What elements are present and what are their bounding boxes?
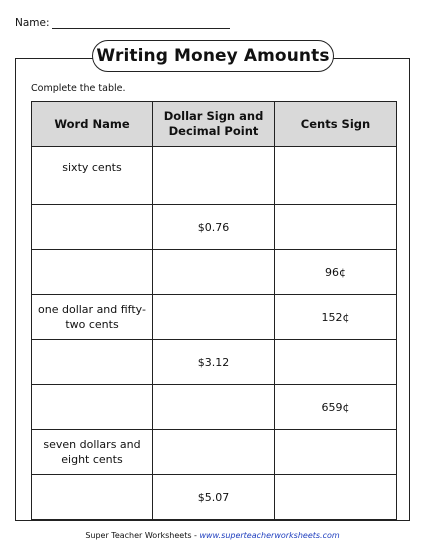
- cents-cell: 96¢: [275, 250, 397, 295]
- table-header-row: [32, 102, 397, 147]
- table-row: [32, 147, 397, 205]
- dollar-cell[interactable]: [153, 147, 275, 205]
- word-name-cell[interactable]: [32, 205, 153, 250]
- dollar-cell[interactable]: [153, 250, 275, 295]
- dollar-cell[interactable]: [153, 430, 275, 475]
- cents-cell[interactable]: [275, 475, 397, 520]
- table-row: [32, 295, 397, 340]
- word-name-cell: one dollar and fifty-two cents: [32, 295, 153, 340]
- cents-cell[interactable]: [275, 340, 397, 385]
- dollar-cell: $0.76: [153, 205, 275, 250]
- cents-cell[interactable]: [275, 147, 397, 205]
- header-dollar-sign: Dollar Sign and Decimal Point: [153, 102, 275, 147]
- worksheet-title: Writing Money Amounts: [92, 40, 334, 72]
- money-table: [31, 101, 397, 520]
- word-name-cell[interactable]: [32, 340, 153, 385]
- footer: [0, 531, 425, 540]
- word-name-cell[interactable]: [32, 475, 153, 520]
- table-row: [32, 430, 397, 475]
- cents-cell[interactable]: [275, 205, 397, 250]
- cents-cell[interactable]: [275, 430, 397, 475]
- cents-cell: 152¢: [275, 295, 397, 340]
- table-row: [32, 340, 397, 385]
- footer-text: Super Teacher Worksheets -: [85, 531, 200, 540]
- dollar-cell: $5.07: [153, 475, 275, 520]
- word-name-cell: seven dollars and eight cents: [32, 430, 153, 475]
- table-row: [32, 475, 397, 520]
- header-word-name: Word Name: [32, 102, 153, 147]
- name-label: Name:: [15, 17, 50, 29]
- word-name-cell[interactable]: [32, 250, 153, 295]
- name-field: [15, 17, 230, 29]
- header-cents-sign: Cents Sign: [275, 102, 397, 147]
- cents-cell: 659¢: [275, 385, 397, 430]
- word-name-cell: sixty cents: [32, 147, 153, 205]
- dollar-cell: $3.12: [153, 340, 275, 385]
- table-row: [32, 205, 397, 250]
- table-row: [32, 385, 397, 430]
- table-row: [32, 250, 397, 295]
- word-name-cell[interactable]: [32, 385, 153, 430]
- name-blank-line[interactable]: [52, 18, 230, 29]
- dollar-cell[interactable]: [153, 295, 275, 340]
- dollar-cell[interactable]: [153, 385, 275, 430]
- footer-url-link[interactable]: www.superteacherworksheets.com: [199, 531, 340, 540]
- instructions: Complete the table.: [31, 83, 126, 94]
